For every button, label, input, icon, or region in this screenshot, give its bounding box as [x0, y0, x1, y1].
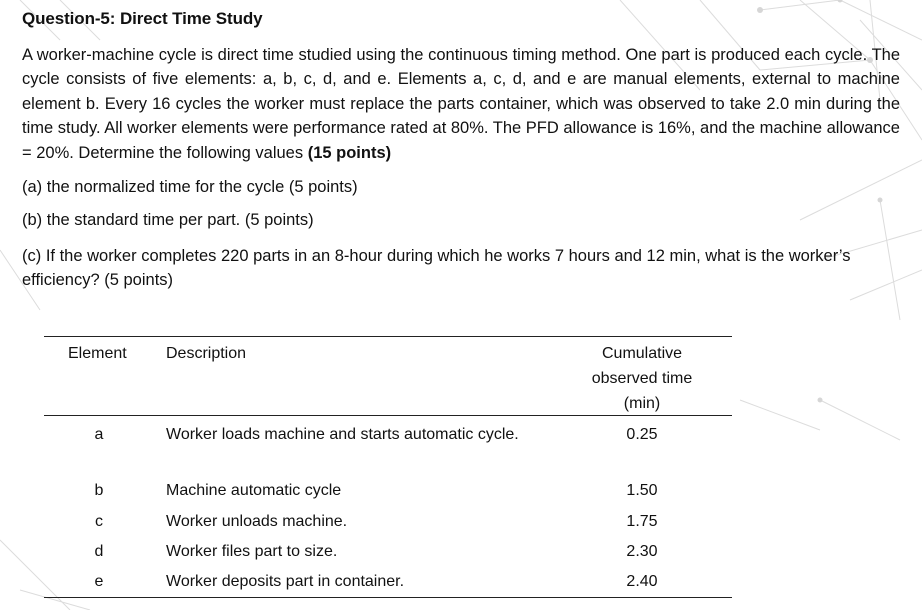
table-bottom-rule [44, 597, 732, 598]
row-element: b [94, 482, 104, 499]
header-cumulative-line3: (min) [623, 395, 661, 412]
question-title: Question-5: Direct Time Study [22, 9, 263, 28]
header-cumulative-line1: Cumulative [601, 345, 683, 362]
table-header-rule [44, 415, 732, 416]
question-a: (a) the normalized time for the cycle (5 points) [22, 178, 358, 196]
header-cumulative-line2: observed time [591, 370, 693, 387]
row-time: 2.30 [626, 543, 658, 560]
row-time: 0.25 [626, 426, 658, 443]
row-element: c [95, 513, 103, 530]
row-element: e [94, 573, 104, 590]
row-description: Worker files part to size. [166, 543, 338, 560]
header-element: Element [68, 345, 127, 362]
question-c: (c) If the worker completes 220 parts in an 8-hour during which he works 7 hours and 12 min, what is the worker’s efficiency? (5 points) [22, 247, 851, 290]
row-description: Machine automatic cycle [166, 482, 342, 499]
row-time: 1.75 [626, 513, 658, 530]
row-time: 1.50 [626, 482, 658, 499]
header-cumulative-time [562, 341, 722, 416]
header-description: Description [166, 345, 247, 362]
row-description: Worker deposits part in container. [166, 573, 405, 590]
problem-points: (15 points) [307, 143, 392, 162]
problem-text: A worker-machine cycle is direct time studied using the continuous timing method. One part is produced each cycle. The cycle consists of five elements: a, b, c, d, and e. Elements a, c, d, and e are manual elements, external to machine element b. Every 16 cycles the worker must replace the parts container, which was observed to take 2.0 min during the time study. All worker elements were performance rated at 80%. The PFD allowance is 16%, and the machine allowance = 20%. Determine the following values [22, 46, 900, 162]
row-element: a [94, 426, 104, 443]
table-top-rule [44, 336, 732, 337]
problem-statement [22, 43, 900, 165]
question-b: (b) the standard time per part. (5 points) [22, 211, 314, 229]
row-description: Worker loads machine and starts automatic cycle. [166, 426, 519, 443]
row-description: Worker unloads machine. [166, 513, 348, 530]
row-element: d [94, 543, 104, 560]
row-time: 2.40 [626, 573, 658, 590]
